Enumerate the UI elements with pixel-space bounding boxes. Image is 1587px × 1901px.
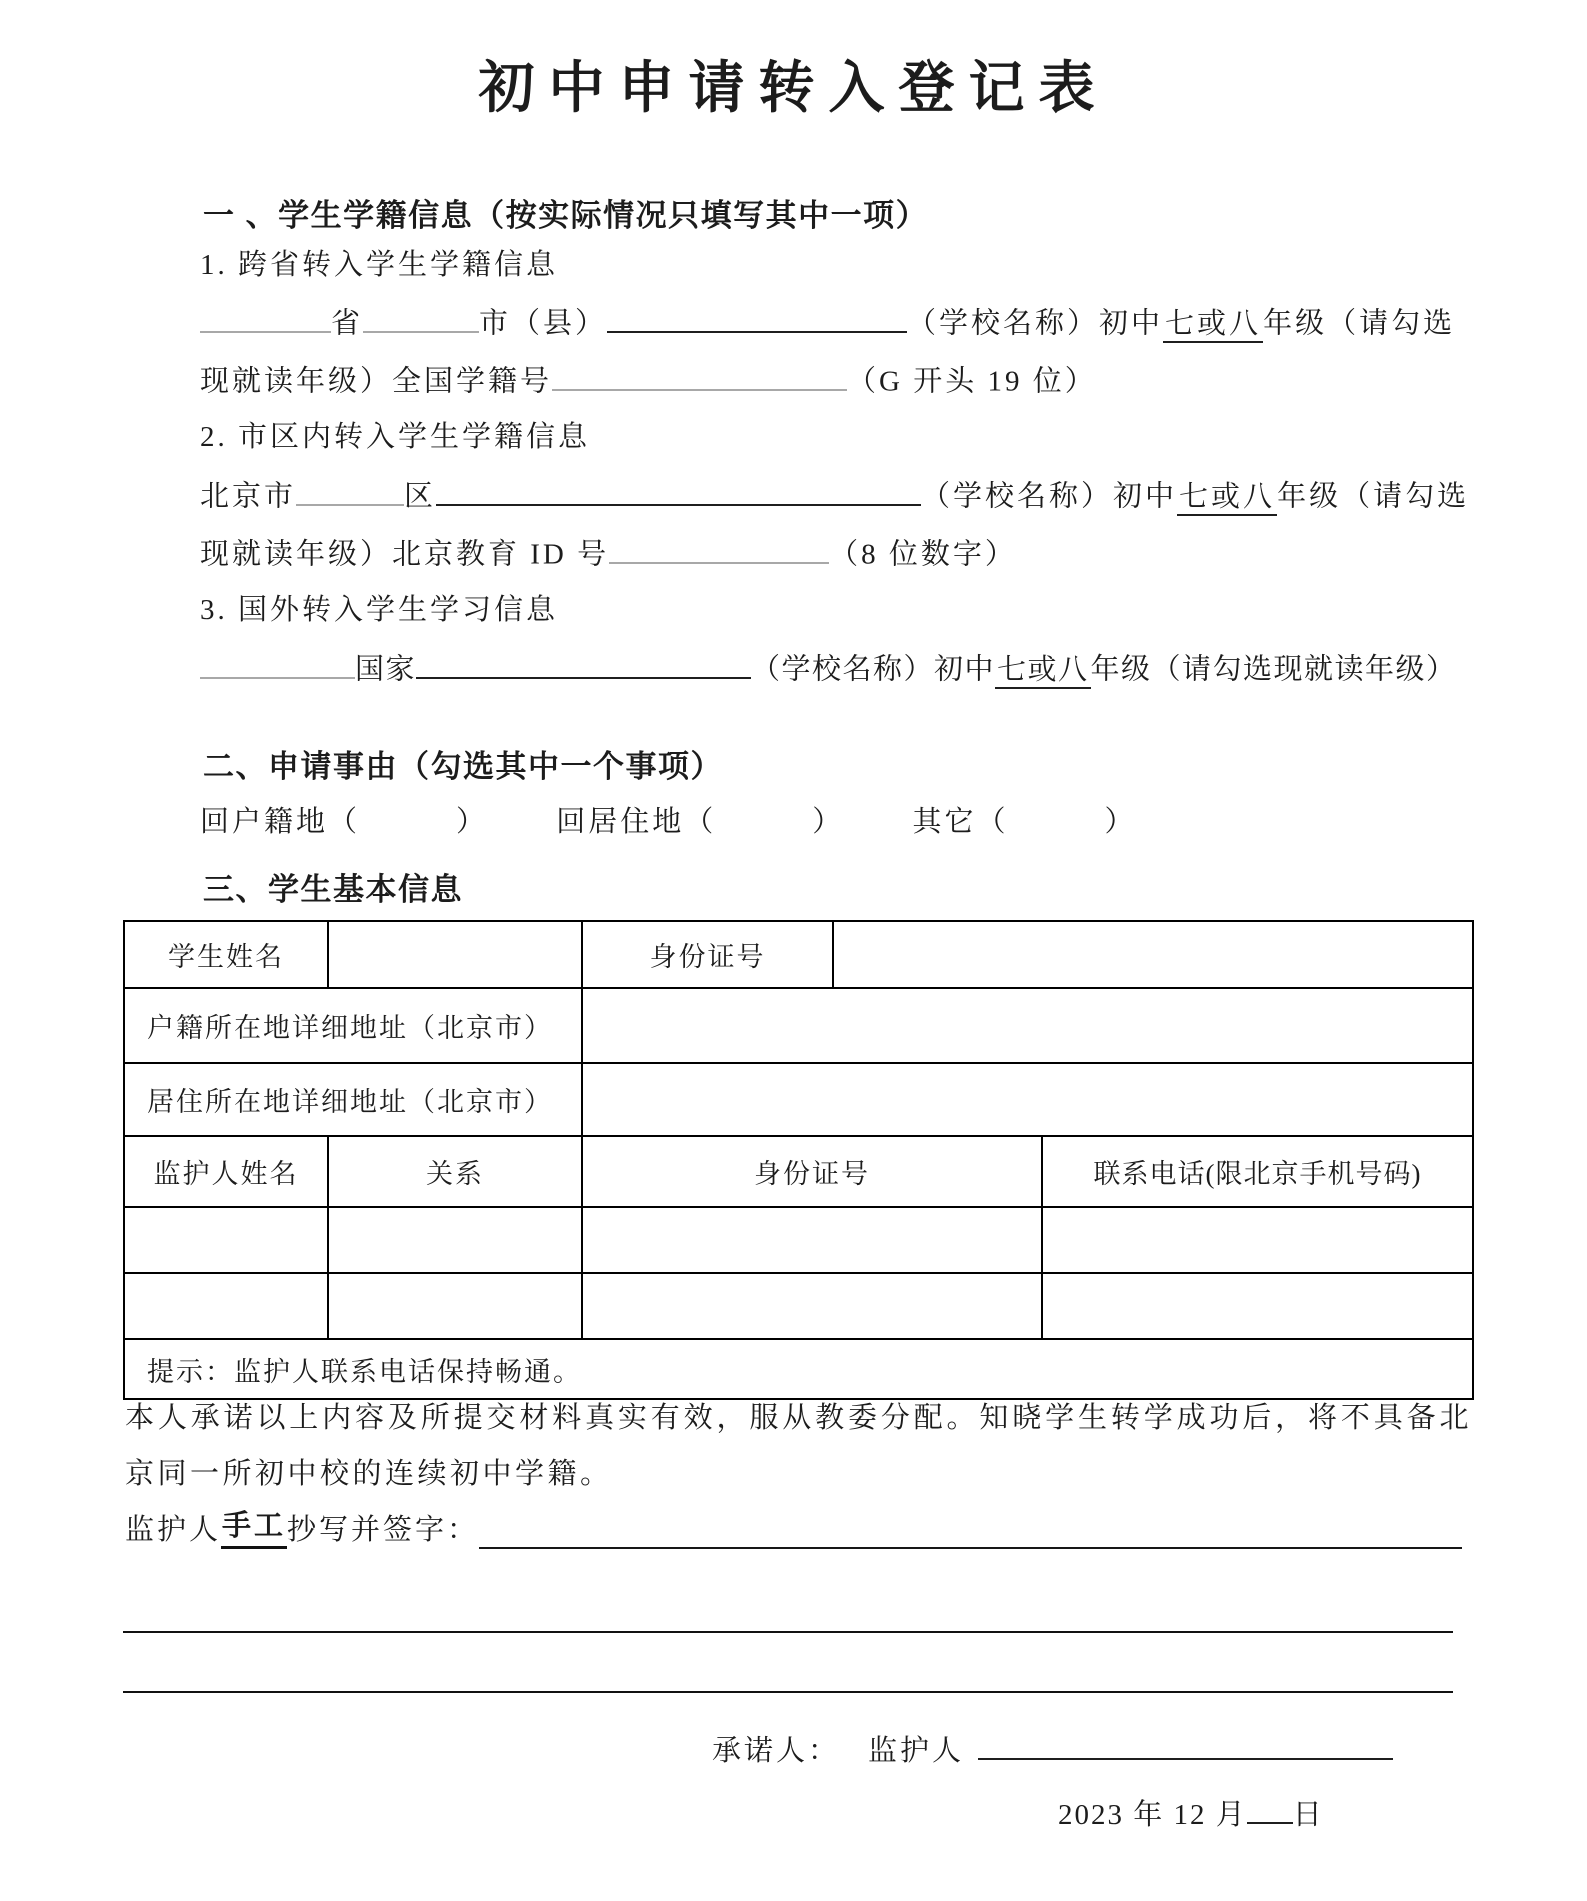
grade-choice: 七或八 xyxy=(995,654,1091,689)
district-label: 区 xyxy=(404,480,437,513)
grade-choice: 七或八 xyxy=(1163,308,1263,343)
city-label: 市（县） xyxy=(479,307,608,340)
guardian2-relation-cell xyxy=(327,1274,581,1338)
sign-handwrite-emphasis: 手工 xyxy=(221,1507,287,1549)
line-tail: 年级（请勾选现就读年级） xyxy=(1090,653,1457,686)
item2-id-line xyxy=(200,534,1017,573)
national-id-blank xyxy=(552,361,847,391)
edu-id-label: 现就读年级）北京教育 ID 号 xyxy=(200,538,610,571)
table-row-residence-address xyxy=(125,1062,1472,1135)
promiser-signature-blank xyxy=(978,1730,1393,1760)
date-line xyxy=(1058,1792,1324,1833)
option-hukou: 回户籍地（ ） xyxy=(200,806,489,838)
date-day-blank xyxy=(1247,1794,1293,1824)
id-number-cell xyxy=(832,922,1472,987)
option-other: 其它（ ） xyxy=(912,806,1137,838)
school-name-blank xyxy=(436,476,921,506)
school-note: （学校名称）初中 xyxy=(907,307,1164,340)
guardian1-phone-cell xyxy=(1041,1208,1472,1272)
province-blank xyxy=(200,303,331,333)
item3-label: 3. 国外转入学生学习信息 xyxy=(200,594,559,626)
signature-blank xyxy=(479,1518,1462,1549)
student-info-table xyxy=(123,920,1474,1400)
residence-address-cell xyxy=(581,1064,1472,1135)
guardian-name-header: 监护人姓名 xyxy=(153,1159,299,1189)
school-note: （学校名称）初中 xyxy=(921,480,1178,513)
guardian-id-header: 身份证号 xyxy=(581,1137,1041,1206)
hukou-address-cell xyxy=(581,989,1472,1062)
item1-label: 1. 跨省转入学生学籍信息 xyxy=(200,249,559,281)
form-title: 初中申请转入登记表 xyxy=(478,58,1109,120)
promiser-label: 承诺人： xyxy=(712,1735,841,1767)
national-id-note: （G 开头 19 位） xyxy=(847,365,1097,398)
hukou-address-header: 户籍所在地详细地址（北京市） xyxy=(147,1013,553,1043)
table-row-guardian-header xyxy=(125,1135,1472,1206)
item2-label: 2. 市区内转入学生学籍信息 xyxy=(200,421,591,453)
section2-heading: 二、申请事由（勾选其中一个事项） xyxy=(203,749,723,784)
province-label: 省 xyxy=(331,307,364,340)
student-name-header: 学生姓名 xyxy=(168,942,284,972)
id-number-header: 身份证号 xyxy=(581,922,832,987)
beijing-label: 北京市 xyxy=(200,480,297,513)
option-residence: 回居住地（ ） xyxy=(556,806,845,838)
promiser-line xyxy=(712,1728,1393,1769)
item3-fill-line xyxy=(200,649,1457,688)
sign-suffix: 抄写并签字： xyxy=(287,1514,480,1546)
guardian-phone-header: 联系电话(限北京手机号码) xyxy=(1041,1137,1472,1206)
country-blank xyxy=(200,649,355,679)
item1-id-line xyxy=(200,361,1097,400)
edu-id-blank xyxy=(609,534,829,564)
item2-fill-line xyxy=(200,476,1469,515)
guardian2-name-cell xyxy=(125,1274,327,1338)
table-row-guardian-1 xyxy=(125,1206,1472,1272)
line-tail: 年级（请勾选 xyxy=(1263,307,1456,340)
item1-fill-line xyxy=(200,303,1455,342)
guardian-sign-line xyxy=(125,1507,1462,1549)
reason-options xyxy=(200,804,1137,840)
handwriting-line-1 xyxy=(123,1631,1453,1633)
table-row-tip xyxy=(125,1338,1472,1398)
phone-tip: 提示：监护人联系电话保持畅通。 xyxy=(147,1356,582,1387)
residence-address-header: 居住所在地详细地址（北京市） xyxy=(147,1087,553,1117)
district-blank xyxy=(296,476,404,506)
line-tail: 年级（请勾选 xyxy=(1277,480,1470,513)
guardian1-relation-cell xyxy=(327,1208,581,1272)
sign-prefix: 监护人 xyxy=(125,1514,222,1546)
school-name-blank xyxy=(416,649,751,679)
national-id-label: 现就读年级）全国学籍号 xyxy=(200,365,553,398)
section1-heading: 一 、学生学籍信息（按实际情况只填写其中一项） xyxy=(203,198,929,233)
table-row-guardian-2 xyxy=(125,1272,1472,1338)
handwriting-line-2 xyxy=(123,1691,1453,1693)
grade-choice: 七或八 xyxy=(1177,481,1277,516)
date-suffix: 日 xyxy=(1292,1799,1324,1831)
section3-heading: 三、学生基本信息 xyxy=(203,872,463,907)
guardian2-phone-cell xyxy=(1041,1274,1472,1338)
city-blank xyxy=(363,303,479,333)
table-row-student xyxy=(125,922,1472,987)
table-row-hukou-address xyxy=(125,987,1472,1062)
school-note: （学校名称）初中 xyxy=(751,653,996,686)
guardian1-name-cell xyxy=(125,1208,327,1272)
student-name-cell xyxy=(327,922,581,987)
date-prefix: 2023 年 12 月 xyxy=(1058,1799,1247,1831)
relation-header: 关系 xyxy=(327,1137,581,1206)
school-name-blank xyxy=(607,303,907,333)
edu-id-note: （8 位数字） xyxy=(829,538,1017,571)
guardian2-id-cell xyxy=(581,1274,1041,1338)
country-label: 国家 xyxy=(355,653,417,686)
guardian-label: 监护人 xyxy=(868,1735,965,1767)
guardian1-id-cell xyxy=(581,1208,1041,1272)
pledge-paragraph: 本人承诺以上内容及所提交材料真实有效，服从教委分配。知晓学生转学成功后，将不具备北京同一所初中校的连续初中学籍。 xyxy=(125,1402,1472,1490)
